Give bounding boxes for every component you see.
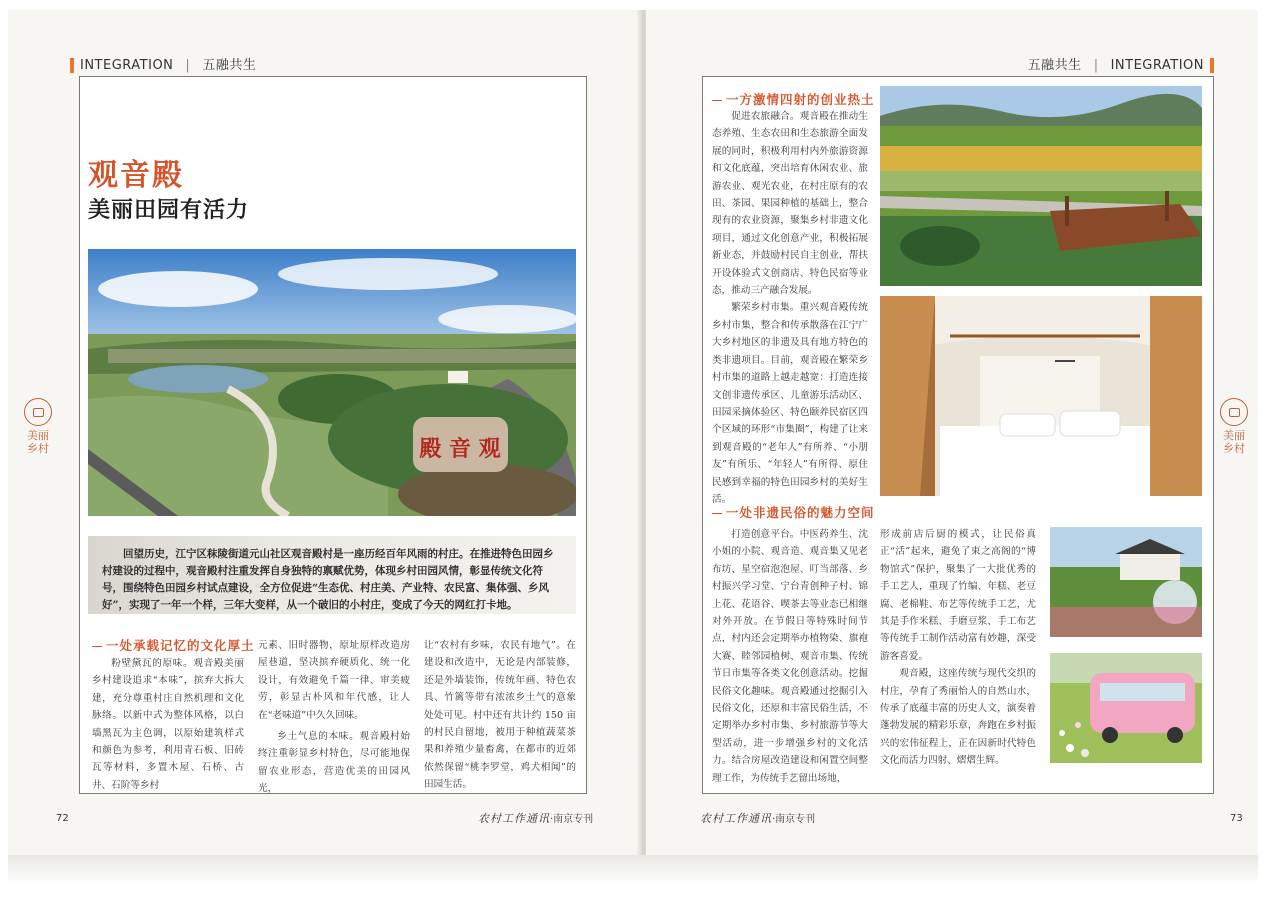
- pink-bus-photo: [1050, 653, 1202, 763]
- left-column-1: 粉壁黛瓦的原味。观音殿美丽乡村建设追求“本味”，摈弃大拆大建，充分尊重村庄自然机理和文化脉络。以新中式为整体风格，以白墙黑瓦为主色调，以原始建筑样式和颜色为参考，利用青石板、旧砖瓦等材料，多置木屋、石桥、古井、石阶等乡村: [92, 658, 244, 791]
- magazine-footer-right: 农村工作通讯·南京专刊: [700, 812, 816, 825]
- header-accent-bar: [1210, 58, 1214, 73]
- tent-bed-photo: [880, 296, 1202, 496]
- section-title-heritage: 一处非遗民俗的魅力空间: [712, 503, 875, 521]
- page-number-right: 73: [1230, 813, 1243, 824]
- village-badge-icon: [1220, 398, 1248, 426]
- aerial-village-photo: [88, 249, 576, 516]
- right-column-business: 促进农旅融合。观音殿在推动生态养殖、生态农田和生态旅游全面发展的同时，积极利用村内外旅游资源和文化底蕴，突出培育休闲农业、旅游农业、观光农业，在村庄原有的农田、茶园、果园种植的基础上，整合现有的农业资源，聚集乡村非遗文化项目，通过文化创意产业，积极拓展新业态，并鼓励村民自主创业，帮扶开设体验式文创商店、特色民宿等业态，推动三产融合发展。 繁荣乡村市集。重兴观音殿传统乡村市集，整合和传承散落在江宁广大乡村地区的非遗及具有地方特色的类非遗项目。目前，观音殿在繁荣乡村市集的道路上越走越宽：打造连接文创非遗传承区、儿童游乐活动区、田园采摘体验区、特色颐养民宿区四个区域的环形“市集圈”，构建了让来到观音殿的“老年人”有所养、“小朋友”有所乐、“年轻人”有所得、原住民感到幸福的特色田园乡村的美好生活。: [712, 111, 868, 505]
- right-column-heritage-2: 形成前店后厨的模式，让民俗真正“活”起来，避免了束之高阁的“博物馆式”保护，聚集了一大批优秀的手工艺人，重现了竹编、年糕、老豆腐、老棉鞋、布艺等传统手工艺，尤其是手作米糕、手磨豆浆、手工布艺等传统手工制作活动富有妙趣，深受游客喜爱。 观音殿，这座传统与现代交织的村庄，孕育了秀丽怡人的自然山水，传承了底蕴丰富的历史人文，演奏着蓬勃发展的精彩乐章，奔跑在乡村振兴的宏伟征程上，正在因新时代特色文化而活力四射、熠熠生辉。: [880, 529, 1036, 767]
- left-column-3: 让“农村有乡味，农民有地气”。在建设和改造中，无论是内部装修，还是外墙装饰，传统年画、特色农具、竹篱等带有浓浓乡土气的意象处处可见。村中还有共计约 150 亩的村民自留地，被用于种植蔬菜茶果和养殖少量畜禽，在都市的近郊依然保留“桃李罗堂，鸡犬相闻”的田园生活。: [424, 640, 576, 791]
- left-column-2: 元素、旧时器物，原址原样改造房屋巷道，坚决摈弃硬质化、统一化设计，有效避免千篇一律、审美疲劳，彰显古朴风和年代感，让人在“老味道”中久久回味。 乡土气息的本味。观音殿村始终注重彰显乡村特色，尽可能地保留农业形态，营造优美的田园风光，: [258, 640, 410, 795]
- right-side-tab: 美丽 乡村: [1216, 398, 1252, 455]
- left-page-header: INTEGRATION | 五融共生: [64, 54, 256, 73]
- article-title: 观音殿: [88, 158, 184, 193]
- page-bottom-shadow: [8, 855, 1258, 885]
- bubble-house-photo: [1050, 527, 1202, 637]
- section-title-business: 一方激情四射的创业热土: [712, 90, 875, 108]
- intro-paragraph: 回望历史，江宁区秣陵街道元山社区观音殿村是一座历经百年风雨的村庄。在推进特色田园乡村建设的过程中，观音殿村注重发挥自身独特的禀赋优势，体现乡村田园风情，彰显传统文化符号，围绕特色田园乡村试点建设，全方位促进“生态优、村庄美、产业特、农民富、集体强、乡风好”，实现了一年一个样，三年大变样，从一个破旧的小村庄，变成了今天的网红打卡地。: [88, 536, 576, 614]
- right-column-heritage-1: 打造创意平台。中医药养生、沈小姐的小院、观音造、观音集又见老布坊、星空宿泡泡屋、叮当部落、乡村振兴学习堂、宁台青创种子村、锦上花、花语谷、喫茶去等业态已相继对外开放。在节假日等特殊时间节点，村内还会定期举办植物染、旗袍大赛、睦邻园植树、观音市集、传统节日市集等各类文化创意活动。挖掘民俗文化趣味。观音殿通过挖掘引入民俗文化，还原和丰富民俗生活，不定期举办乡村市集、乡村旅游节等大型活动，进一步增强乡村的文化活力。结合房屋改造建设和闲置空间整理工作，为传统手艺留出场地，: [712, 529, 868, 784]
- section-title-culture: 一处承载记忆的文化厚土: [92, 636, 255, 654]
- header-accent-bar: [70, 58, 74, 73]
- farm-boardwalk-photo: [880, 86, 1202, 286]
- stone-inscription: 殿 音 观: [419, 436, 501, 462]
- article-subtitle: 美丽田园有活力: [88, 197, 250, 223]
- right-page-header: 五融共生 | INTEGRATION: [1028, 54, 1220, 73]
- village-badge-icon: [24, 398, 52, 426]
- page-number-left: 72: [56, 813, 69, 824]
- left-side-tab: 美丽 乡村: [20, 398, 56, 455]
- magazine-footer-left: 农村工作通讯·南京专刊: [478, 812, 594, 825]
